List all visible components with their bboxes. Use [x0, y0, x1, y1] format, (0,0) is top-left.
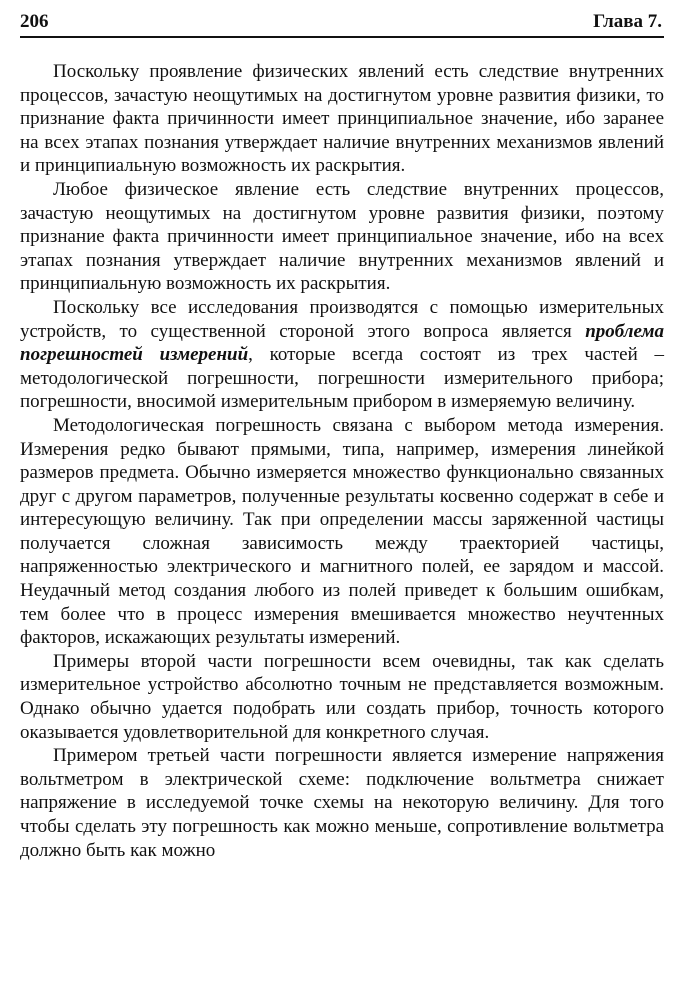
paragraph-text: , которые всегда состоят из трех частей – методологической погрешности, погрешности измерительного прибора; погрешности, вносимой измерительным прибором в измеряемую величину.	[20, 344, 664, 413]
paragraph: Поскольку проявление физических явлений есть следствие внутренних процессов, зачастую неощутимых на достигнутом уровне развития физики, то признание факта причинности имеет принципиальное значение, ибо заранее на всех этапах познания утверждает наличие внутренних механизмов явлений и принципиальную возможность их раскрытия.	[20, 61, 664, 177]
body-text	[20, 60, 664, 862]
emphasized-term: проблема погрешностей измерений	[20, 320, 664, 366]
paragraph: Примеры второй части погрешности всем очевидны, так как сделать измерительное устройство абсолютно точным не представляется возможным. Однако обычно удается подобрать или создать прибор, точность которого оказывается удовлетворительной для конкретного случая.	[20, 650, 664, 743]
running-header	[20, 10, 664, 38]
paragraph	[20, 296, 664, 414]
paragraph-text: Поскольку все исследования производятся с помощью измерительных устройств, то существенной стороной этого вопроса является	[20, 296, 664, 342]
page-number: 206	[20, 11, 49, 32]
chapter-title: Глава 7.	[593, 11, 662, 32]
paragraph: Методологическая погрешность связана с выбором метода измерения. Измерения редко бывают прямыми, типа, например, измерения линейкой размеров предмета. Обычно измеряется множество функционально связанных друг с другом параметров, полученные результаты косвенно содержат в себе и интересующую величину. Так при определении массы заряженной частицы получается сложная зависимость между траекторией частицы, напряженностью электрического и магнитного полей, ее зарядом и массой. Неудачный метод создания любого из полей приведет к большим ошибкам, тем более что в процесс измерения вмешивается множество неучтенных факторов, искажающих результаты измерений.	[20, 414, 664, 649]
book-page	[20, 10, 664, 862]
paragraph: Примером третьей части погрешности является измерение напряжения вольтметром в электрической схеме: подключение вольтметра снижает напряжение в исследуемой точке схемы на некоторую величину. Для того чтобы сделать эту погрешность как можно меньше, сопротивление вольтметра должно быть как можно	[20, 745, 664, 861]
paragraph: Любое физическое явление есть следствие внутренних процессов, зачастую неощутимых на достигнутом уровне развития физики, поэтому признание факта причинности имеет принципиальное значение, ибо на всех этапах познания утверждает наличие внутренних механизмов явлений и принципиальную возможность их раскрытия.	[20, 178, 664, 295]
